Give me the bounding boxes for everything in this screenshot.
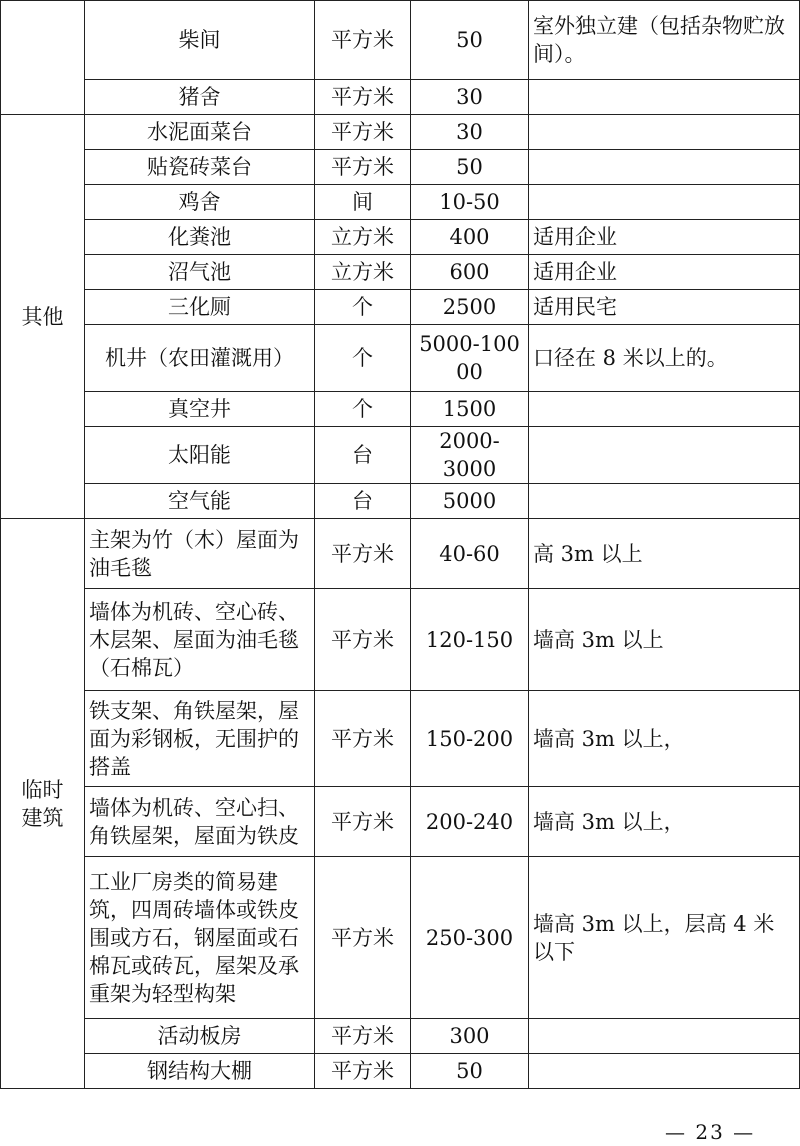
item-cell: 沼气池 [85,255,315,290]
price-cell: 200-240 [411,787,529,857]
price-cell: 50 [411,1,529,80]
price-cell: 150-200 [411,691,529,787]
unit-cell: 立方米 [315,255,411,290]
note-cell [529,1019,800,1054]
category-cell-top [1,1,85,115]
note-cell [529,392,800,427]
price-cell: 400 [411,220,529,255]
item-cell: 墙体为机砖、空心扫、角铁屋架，屋面为铁皮 [85,787,315,857]
note-cell: 适用企业 [529,255,800,290]
unit-cell: 间 [315,185,411,220]
table-row [1,1019,800,1054]
note-cell: 墙高 3m 以上， [529,787,800,857]
price-cell: 10-50 [411,185,529,220]
category-cell-other: 其他 [1,115,85,519]
item-cell: 活动板房 [85,1019,315,1054]
unit-cell: 平方米 [315,787,411,857]
price-cell: 50 [411,150,529,185]
price-cell: 40-60 [411,519,529,589]
table-row [1,427,800,484]
footer-dash-left: — [665,1120,687,1144]
note-cell [529,115,800,150]
price-cell: 2500 [411,290,529,325]
table-row [1,787,800,857]
note-cell [529,80,800,115]
table-row [1,691,800,787]
item-cell: 空气能 [85,484,315,519]
note-cell [529,1054,800,1089]
table-row [1,857,800,1019]
note-cell [529,427,800,484]
item-cell: 机井（农田灌溉用） [85,325,315,392]
page-number: 23 [695,1120,725,1144]
price-cell: 1500 [411,392,529,427]
table-row [1,519,800,589]
item-cell: 猪舍 [85,80,315,115]
table-row [1,290,800,325]
price-cell: 250-300 [411,857,529,1019]
note-cell: 墙高 3m 以上，层高 4 米以下 [529,857,800,1019]
unit-cell: 立方米 [315,220,411,255]
table-row [1,255,800,290]
unit-cell: 平方米 [315,691,411,787]
table-row [1,150,800,185]
unit-cell: 平方米 [315,1,411,80]
item-cell: 水泥面菜台 [85,115,315,150]
item-cell: 贴瓷砖菜台 [85,150,315,185]
note-cell [529,484,800,519]
price-cell: 2000-3000 [411,427,529,484]
note-cell: 口径在 8 米以上的。 [529,325,800,392]
table-row [1,115,800,150]
table-row [1,392,800,427]
item-cell: 墙体为机砖、空心砖、木层架、屋面为油毛毯（石棉瓦） [85,589,315,691]
price-cell: 50 [411,1054,529,1089]
unit-cell: 平方米 [315,519,411,589]
unit-cell: 台 [315,427,411,484]
price-cell: 300 [411,1019,529,1054]
item-cell: 太阳能 [85,427,315,484]
price-cell: 5000-10000 [411,325,529,392]
table-row [1,220,800,255]
table-row [1,1,800,80]
table-row [1,325,800,392]
item-cell: 钢结构大棚 [85,1054,315,1089]
unit-cell: 平方米 [315,1054,411,1089]
unit-cell: 个 [315,325,411,392]
unit-cell: 个 [315,290,411,325]
unit-cell: 平方米 [315,150,411,185]
note-cell: 高 3m 以上 [529,519,800,589]
table-row [1,80,800,115]
page-footer [665,1120,755,1144]
item-cell: 工业厂房类的简易建筑，四周砖墙体或铁皮围或方石，钢屋面或石棉瓦或砖瓦，屋架及承重架为轻型构架 [85,857,315,1019]
unit-cell: 平方米 [315,80,411,115]
item-cell: 主架为竹（木）屋面为油毛毯 [85,519,315,589]
price-cell: 30 [411,115,529,150]
unit-cell: 台 [315,484,411,519]
note-cell: 室外独立建（包括杂物贮放间）。 [529,1,800,80]
unit-cell: 平方米 [315,115,411,150]
price-cell: 5000 [411,484,529,519]
note-cell [529,150,800,185]
footer-dash-right: — [733,1120,756,1144]
table-row [1,484,800,519]
unit-cell: 个 [315,392,411,427]
item-cell: 化粪池 [85,220,315,255]
price-cell: 30 [411,80,529,115]
note-cell: 墙高 3m 以上， [529,691,800,787]
item-cell: 三化厕 [85,290,315,325]
note-cell: 墙高 3m 以上 [529,589,800,691]
note-cell: 适用企业 [529,220,800,255]
note-cell [529,185,800,220]
table-row [1,1054,800,1089]
unit-cell: 平方米 [315,589,411,691]
item-cell: 真空井 [85,392,315,427]
item-cell: 鸡舍 [85,185,315,220]
price-cell: 600 [411,255,529,290]
table-row [1,185,800,220]
category-cell-temp: 临时 建筑 [1,519,85,1089]
item-cell: 铁支架、角铁屋架，屋面为彩钢板，无围护的搭盖 [85,691,315,787]
unit-cell: 平方米 [315,857,411,1019]
table-row [1,589,800,691]
price-cell: 120-150 [411,589,529,691]
item-cell: 柴间 [85,1,315,80]
note-cell: 适用民宅 [529,290,800,325]
unit-cell: 平方米 [315,1019,411,1054]
